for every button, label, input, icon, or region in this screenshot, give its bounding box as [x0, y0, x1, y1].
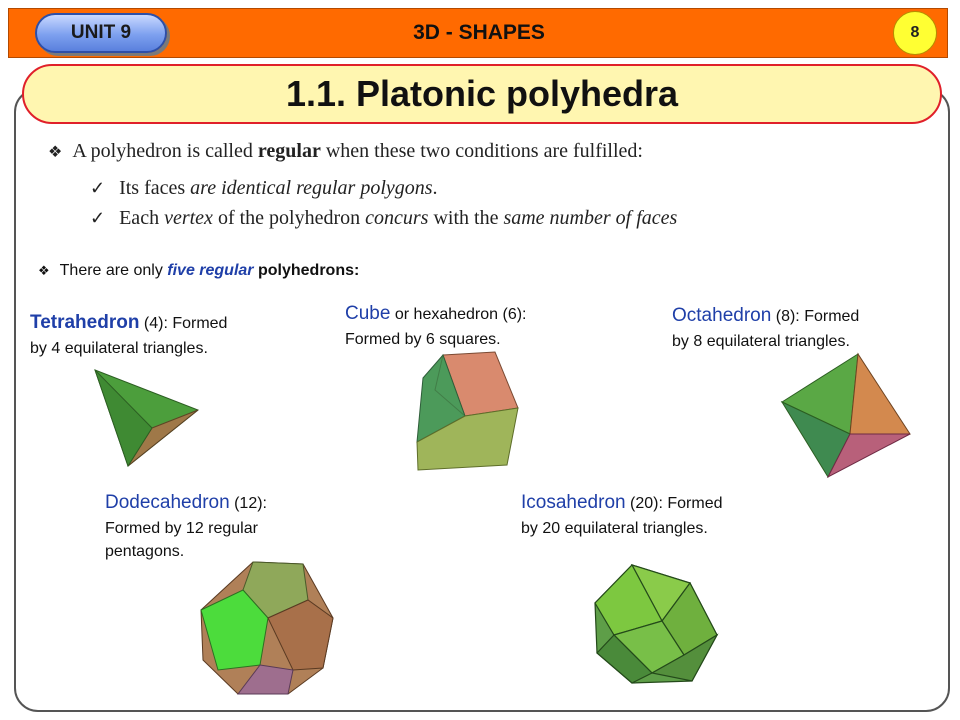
- header-bar: [8, 8, 948, 58]
- dodecahedron-label: Dodecahedron (12): Formed by 12 regular pentagons.: [105, 492, 267, 560]
- page-title: 1.1. Platonic polyhedra: [22, 64, 942, 124]
- five-regular-note: ❖ There are only five regular polyhedrons:: [38, 262, 360, 279]
- octahedron-image: [780, 352, 915, 482]
- intro-line: [48, 140, 643, 163]
- tetrahedron-label: Tetrahedron (4): Formed by 4 equilateral triangles.: [30, 312, 228, 357]
- cube-image: [415, 350, 525, 475]
- page-number-badge: 8: [893, 11, 937, 55]
- tetrahedron-image: [90, 368, 205, 468]
- unit-badge: UNIT 9: [35, 13, 167, 53]
- intro-bold-word: regular: [257, 140, 321, 162]
- diamond-bullet-icon: ❖: [38, 263, 50, 278]
- icosahedron-image: [592, 563, 722, 688]
- dodecahedron-image: [198, 560, 338, 697]
- checkmark-icon: ✓: [90, 178, 106, 198]
- icosahedron-label: Icosahedron (20): Formed by 20 equilateral triangles.: [521, 492, 723, 537]
- octahedron-label: Octahedron (8): Formed by 8 equilateral triangles.: [672, 305, 860, 350]
- five-regular-emphasis: five regular: [167, 262, 254, 279]
- section-title: 3D - SHAPES: [413, 21, 545, 44]
- intro-text: A polyhedron is called: [72, 140, 258, 162]
- checkmark-icon: ✓: [90, 208, 106, 228]
- intro-text-end: when these two conditions are fulfilled:: [320, 140, 643, 162]
- diamond-bullet-icon: ❖: [48, 144, 63, 161]
- condition-1: ✓ Its faces are identical regular polygons.: [90, 177, 438, 199]
- cube-label: Cube or hexahedron (6): Formed by 6 squares.: [345, 303, 527, 348]
- condition-2: ✓ Each vertex of the polyhedron concurs with the same number of faces: [90, 207, 678, 229]
